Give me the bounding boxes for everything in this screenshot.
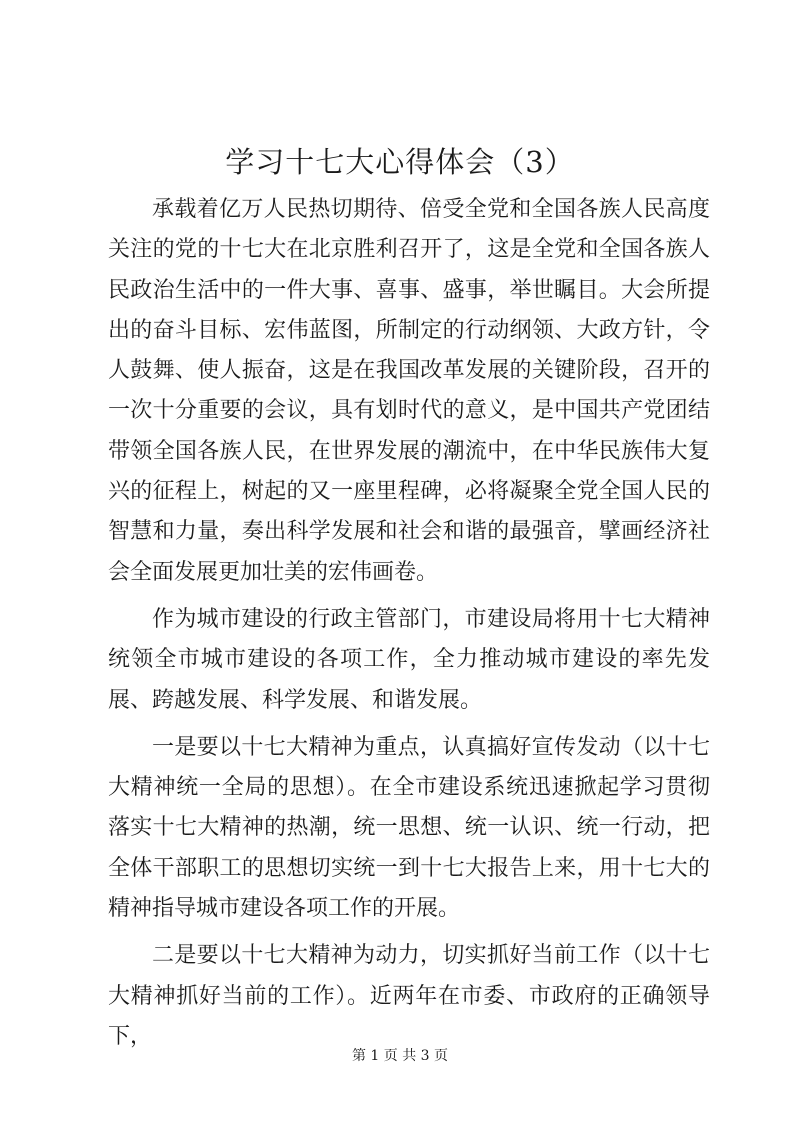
document-title: 学习十七大心得体会（3） <box>225 145 575 179</box>
document-body <box>108 190 710 1064</box>
paragraph-point-one: 一是要以十七大精神为重点，认真搞好宣传发动（以十七大精神统一全局的思想）。在全市建设系统迅速掀起学习贯彻落实十七大精神的热潮，统一思想、统一认识、统一行动，把全体干部职工的思想切实统一到十七大报告上来，用十七大的精神指导城市建设各项工作的开展。 <box>108 734 710 922</box>
paragraph-role: 作为城市建设的行政主管部门，市建设局将用十七大精神统领全市城市建设的各项工作，全力推动城市建设的率先发展、跨越发展、科学发展、和谐发展。 <box>108 606 710 713</box>
page-number-footer: 第 1 页 共 3 页 <box>351 1048 449 1064</box>
paragraph-intro: 承载着亿万人民热切期待、倍受全党和全国各族人民高度关注的党的十七大在北京胜利召开了，这是全党和全国各族人民政治生活中的一件大事、喜事、盛事，举世瞩目。大会所提出的奋斗目标、宏伟蓝图，所制定的行动纲领、大政方针，令人鼓舞、使人振奋，这是在我国改革发展的关键阶段，召开的一次十分重要的会议，具有划时代的意义，是中国共产党团结带领全国各族人民，在世界发展的潮流中，在中华民族伟大复兴的征程上，树起的又一座里程碑，必将凝聚全党全国人民的智慧和力量，奏出科学发展和社会和谐的最强音，擘画经济社会全面发展更加壮美的宏伟画卷。 <box>108 197 710 585</box>
paragraph-point-two: 二是要以十七大精神为动力，切实抓好当前工作（以十七大精神抓好当前的工作）。近两年在市委、市政府的正确领导下， <box>108 943 710 1049</box>
